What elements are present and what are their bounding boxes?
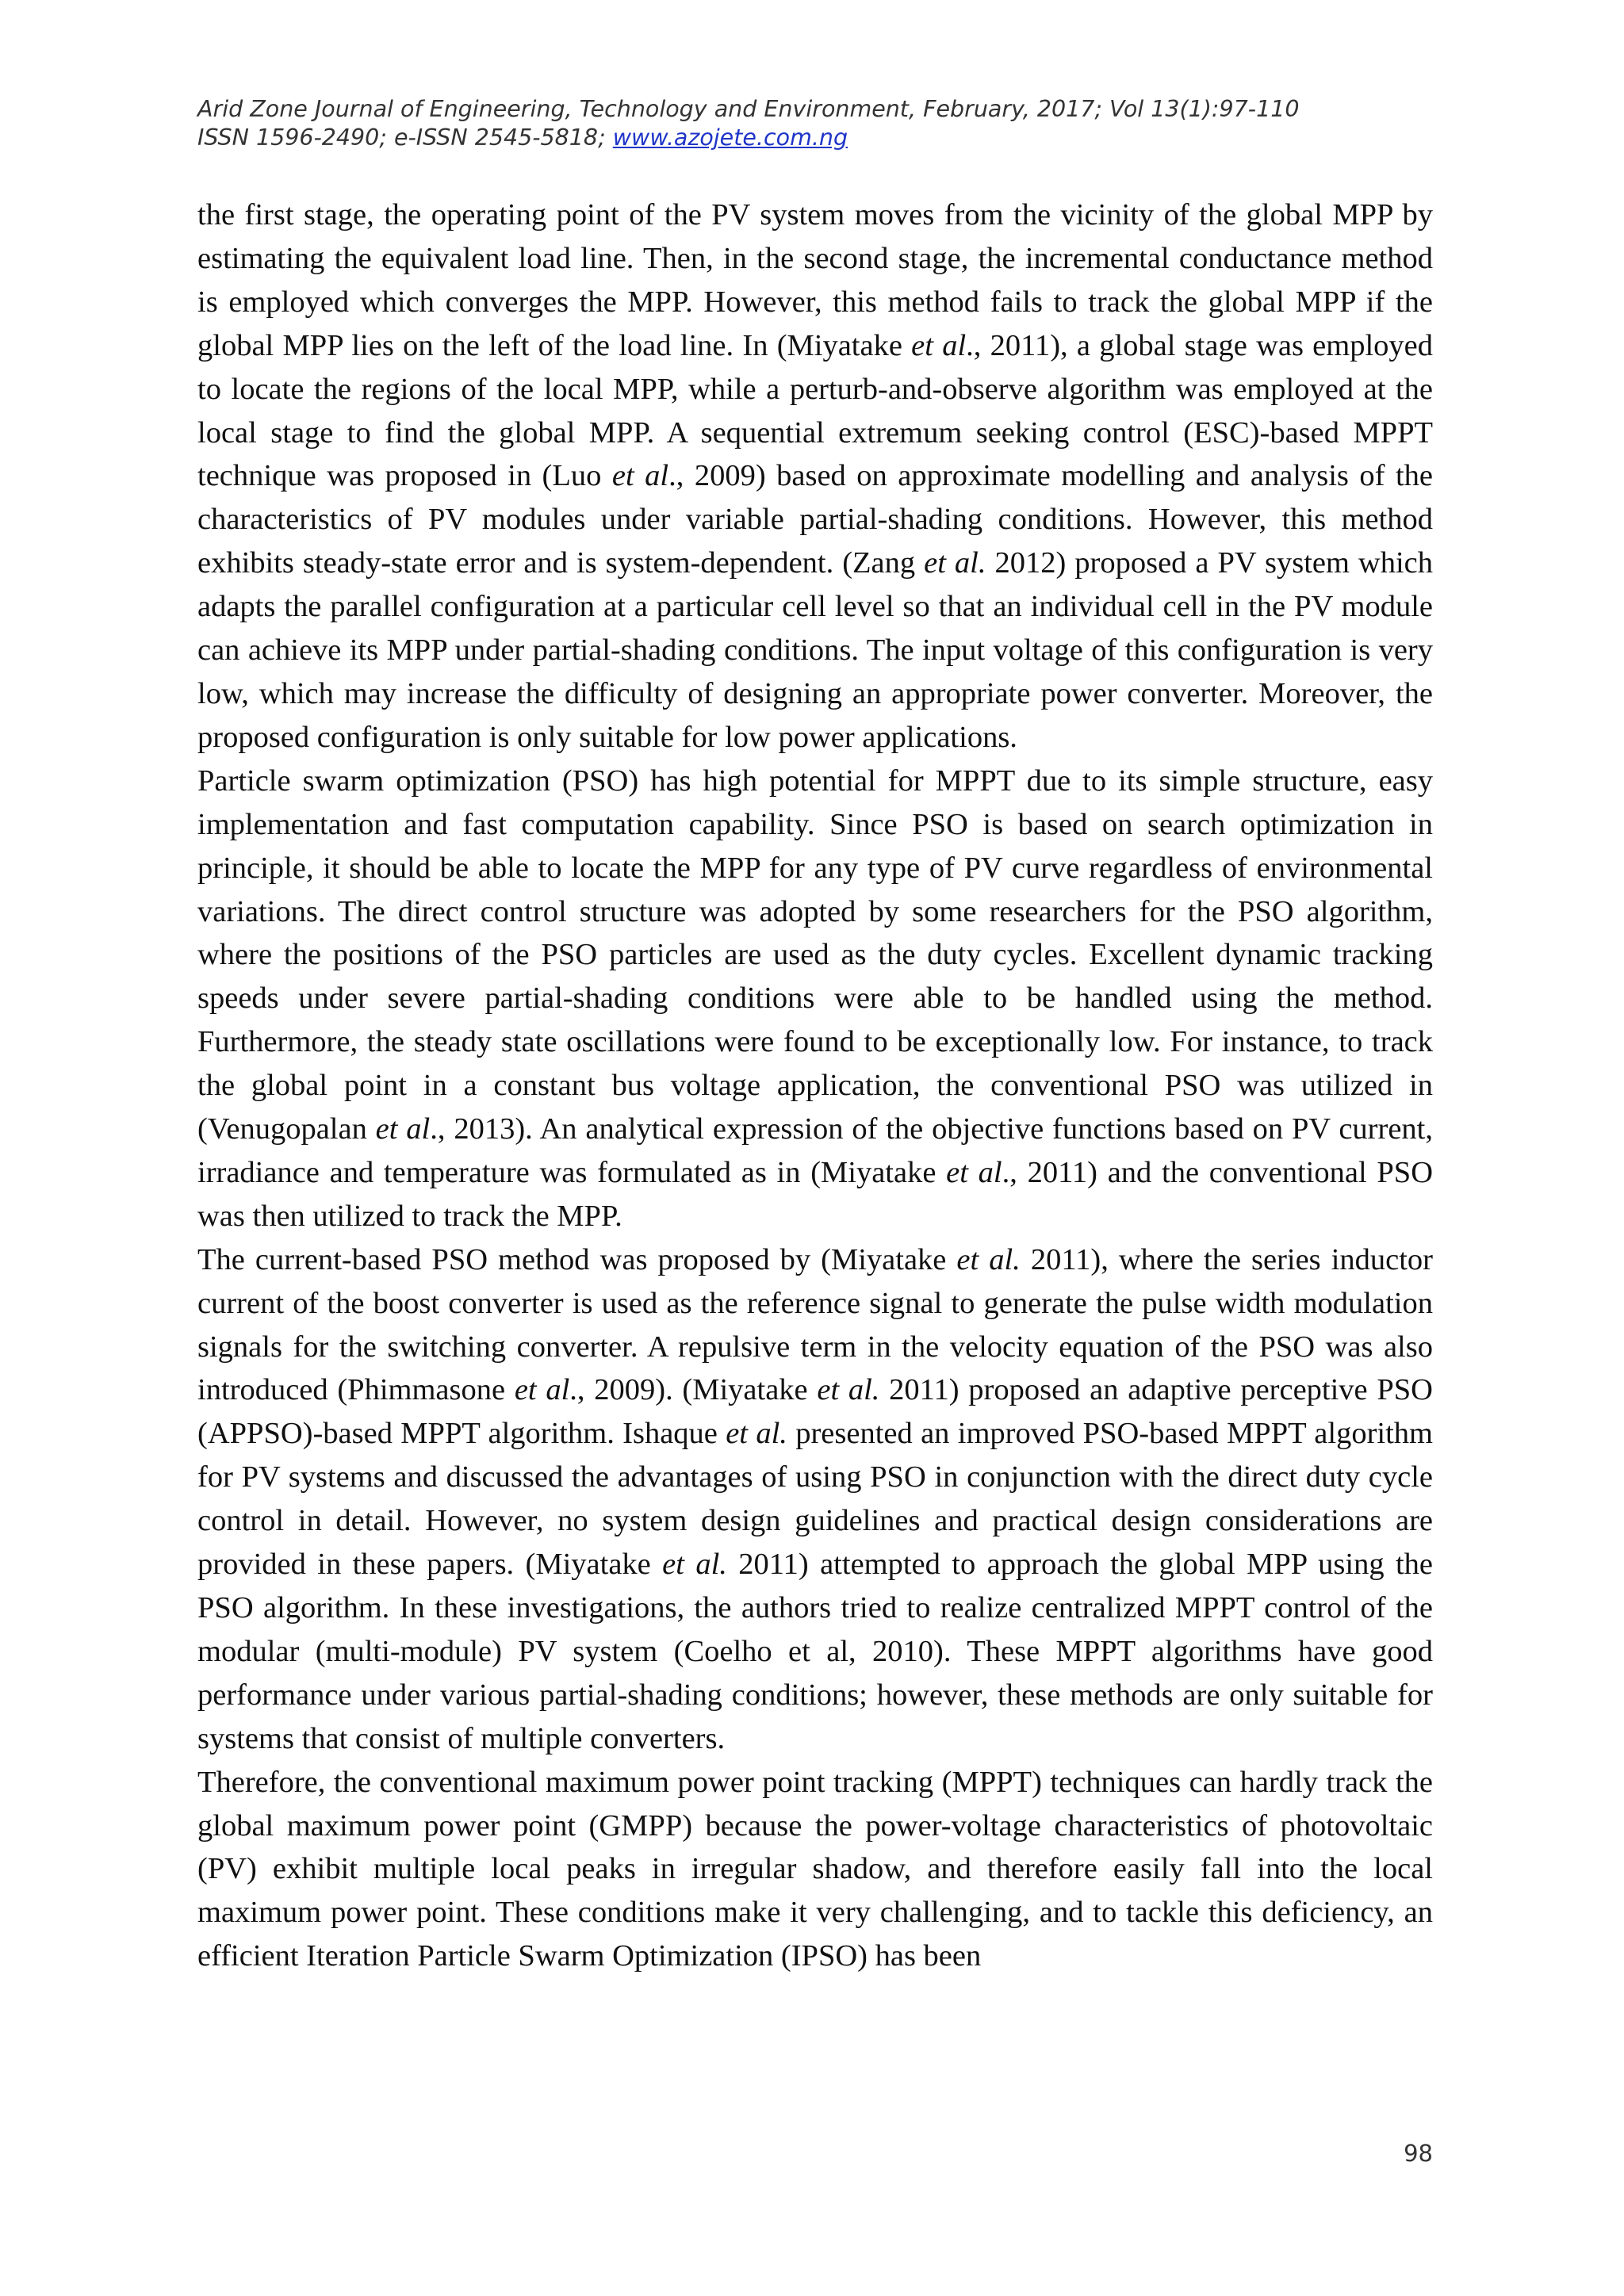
paragraph-text: ., 2013). An analytical expression of the objective functions based on PV current, irradiance and temperature was formulated as in (Miyatake [197, 1112, 1433, 1189]
paragraph-text: ., 2009). (Miyatake [569, 1373, 818, 1407]
body-text [197, 193, 1433, 1978]
paragraph-3 [197, 1238, 1433, 1761]
paragraph-text: presented an improved PSO-based MPPT algorithm for PV systems and discussed the advantages of using PSO in conjunction with the direct duty cycle control in detail. However, no system design guidelines and practical design considerations are provided in these papers. (Miyatake [197, 1417, 1433, 1582]
italic-citation-text: et al [946, 1155, 1002, 1189]
italic-citation-text: et al. [817, 1373, 880, 1407]
issn-line [197, 124, 1434, 152]
italic-citation-text: et al [514, 1373, 570, 1407]
journal-url-link[interactable]: www.azojete.com.ng [612, 124, 848, 151]
paragraph-text: ., 2011) and the conventional PSO was then utilized to track the MPP. [197, 1155, 1433, 1233]
italic-citation-text: et al [611, 459, 669, 493]
italic-citation-text: et al [375, 1112, 431, 1146]
page-number: 98 [1404, 2140, 1433, 2167]
paragraph-4 [197, 1761, 1433, 1979]
paragraph-text: Particle swarm optimization (PSO) has high potential for MPPT due to its simple structure, easy implementation and fast computation capability. Since PSO is based on search optimization in principle, it should be able to locate the MPP for any type of PV curve regardless of environmental variations. The direct control structure was adopted by some researchers for the PSO algorithm, where the positions of the PSO particles are used as the duty cycles. Excellent dynamic tracking speeds under severe partial-shading conditions were able to be handled using the method. Furthermore, the steady state oscillations were found to be exceptionally low. For instance, to track the global point in a constant bus voltage application, the conventional PSO was utilized in (Venugopalan [197, 763, 1433, 1146]
italic-citation-text: et al. [956, 1242, 1021, 1276]
paragraph-text: 2011), where the series inductor current of the boost converter is used as the reference signal to generate the pulse width modulation signals for the switching converter. A repulsive term in the velocity equation of the PSO was also introduced (Phimmasone [197, 1242, 1433, 1407]
italic-citation-text: et al [911, 328, 967, 362]
paragraph-text: Therefore, the conventional maximum power point tracking (MPPT) techniques can hardly track the global maximum power point (GMPP) because the power-voltage characteristics of photovoltaic (PV) exhibit multiple local peaks in irregular shadow, and therefore easily fall into the local maximum power point. These conditions make it very challenging, and to tackle this deficiency, an efficient Iteration Particle Swarm Optimization (IPSO) has been [197, 1765, 1433, 1973]
running-header [197, 95, 1434, 152]
paragraph-text: ., 2009) based on approximate modelling and analysis of the characteristics of PV modules under variable partial-shading conditions. However, this method exhibits steady-state error and is system-dependent. (Zang [197, 459, 1433, 580]
paragraph-text: 2011) proposed an adaptive perceptive PSO (APPSO)-based MPPT algorithm. Ishaque [197, 1373, 1433, 1451]
paragraph-text: ., 2011), a global stage was employed to locate the regions of the local MPP, while a perturb-and-observe algorithm was employed at the local stage to find the global MPP. A sequential extremum seeking control (ESC)-based MPPT technique was proposed in (Luo [197, 328, 1434, 493]
paragraph-text: 2012) proposed a PV system which adapts the parallel configuration at a particular cell level so that an individual cell in the PV module can achieve its MPP under partial-shading conditions. The input voltage of this configuration is very low, which may increase the difficulty of designing an appropriate power converter. Moreover, the proposed configuration is only suitable for low power applications. [197, 546, 1433, 754]
italic-citation-text: et al. [924, 546, 986, 580]
italic-citation-text: et al. [662, 1548, 727, 1582]
paragraph-text: the first stage, the operating point of the PV system moves from the vicinity of the global MPP by estimating the equivalent load line. Then, in the second stage, the incremental conductance method is employed which converges the MPP. However, this method fails to track the global MPP if the global MPP lies on the left of the load line. In (Miyatake [197, 198, 1433, 362]
journal-citation-line: Arid Zone Journal of Engineering, Technology and Environment, February, 2017; Vol 13(1):97-110 [197, 96, 1300, 122]
italic-citation-text: et al. [726, 1417, 787, 1451]
paragraph-1 [197, 193, 1433, 760]
paragraph-text: 2011) attempted to approach the global MPP using the PSO algorithm. In these investigations, the authors tried to realize centralized MPPT control of the modular (multi-module) PV system (Coelho et al, 2010). These MPPT algorithms have good performance under various partial-shading conditions; however, these methods are only suitable for systems that consist of multiple converters. [197, 1548, 1433, 1755]
issn-text: ISSN 1596-2490; e-ISSN 2545-5818; [197, 124, 613, 151]
paragraph-2 [197, 760, 1433, 1238]
paragraph-text: The current-based PSO method was proposed by (Miyatake [197, 1242, 957, 1276]
